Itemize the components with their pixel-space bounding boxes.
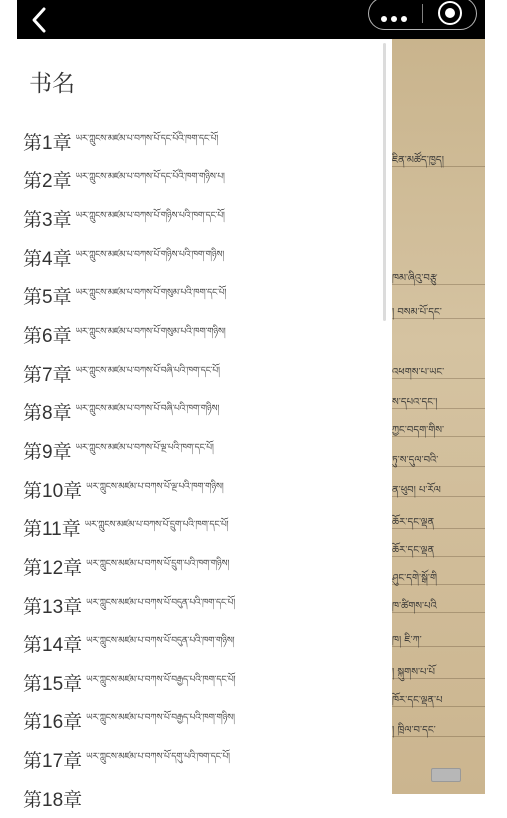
chapter-title: ཡར་ཀླུངས་མཛམ་པ་བཀས་པོ་དང་པོའི་ཁག་དང་པོ། bbox=[75, 133, 219, 144]
back-button[interactable] bbox=[29, 6, 55, 34]
chapter-title: ཡར་ཀླུངས་མཛམ་པ་བཀས་པོ་གཉིས་པའི་ཁག་གཉིས། bbox=[75, 249, 225, 260]
chevron-left-icon bbox=[29, 6, 49, 34]
chapter-title: ཡར་ཀླུངས་མཛམ་པ་བཀས་པོ་གསུམ་པའི་ཁག་དང་པོ། bbox=[75, 288, 227, 299]
chapter-number: 第12章 bbox=[23, 557, 83, 579]
chapter-item[interactable] bbox=[23, 586, 383, 625]
chapter-item[interactable] bbox=[23, 740, 383, 779]
background-text-line: ས་དཔའ་དང་། bbox=[392, 397, 438, 408]
chapter-number: 第17章 bbox=[23, 751, 83, 773]
chapter-item[interactable] bbox=[23, 779, 383, 818]
background-text-line: ཁོར་དང་ལྡན་པ bbox=[392, 695, 443, 706]
chapter-title: ཡར་ཀླུངས་མཛམ་པ་བཀས་པོ་བདུན་པའི་ཁག་གཉིས། bbox=[86, 636, 235, 647]
book-title: 书名 bbox=[29, 70, 75, 96]
background-rule bbox=[392, 466, 485, 467]
chapter-number: 第11章 bbox=[23, 519, 81, 541]
background-rule bbox=[392, 612, 485, 613]
chapter-item[interactable] bbox=[23, 199, 383, 238]
chapter-title: ཡར་ཀླུངས་མཛམ་པ་བཀས་པོ་དགུ་པའི་ཁག་དང་པོ། bbox=[86, 752, 230, 763]
chapter-item[interactable] bbox=[23, 431, 383, 470]
chapter-drawer bbox=[17, 39, 392, 811]
more-dot bbox=[391, 16, 397, 22]
background-text-line: ན་ཕུབ། པ་རོལ bbox=[392, 485, 441, 496]
chapter-item[interactable] bbox=[23, 315, 383, 354]
chapter-number: 第14章 bbox=[23, 635, 83, 657]
background-text-line: ཁ་ཚིགས་པའི bbox=[392, 601, 437, 612]
chapter-title: ཡར་ཀླུངས་མཛམ་པ་བཀས་པོ་བརྒྱད་པའི་ཁག་གཉིས། bbox=[86, 713, 235, 724]
chapter-number: 第8章 bbox=[23, 403, 72, 425]
chapter-item[interactable] bbox=[23, 392, 383, 431]
background-rule bbox=[392, 166, 485, 167]
mini-program-capsule bbox=[368, 0, 477, 30]
chapter-item[interactable] bbox=[23, 547, 383, 586]
more-dot bbox=[401, 16, 407, 22]
chapter-title: ཡར་ཀླུངས་མཛམ་པ་བཀས་པོ་ལྔ་པའི་ཁག་གཉིས། bbox=[86, 481, 224, 492]
chapter-title: ཡར་ཀླུངས་མཛམ་པ་བཀས་པོ་བཞི་པའི་ཁག་གཉིས། bbox=[75, 404, 220, 415]
chapter-item[interactable] bbox=[23, 702, 383, 741]
chapter-title: ཡར་ཀླུངས་མཛམ་པ་བཀས་པོ་དྲུག་པའི་ཁག་དང་པོ། bbox=[84, 520, 229, 531]
chapter-title: ཡར་ཀླུངས་མཛམ་པ་བཀས་པོ་བཞི་པའི་ཁག་དང་པོ། bbox=[75, 365, 220, 376]
close-target-button[interactable] bbox=[438, 1, 462, 25]
chapter-title: ཡར་ཀླུངས་མཛམ་པ་བཀས་པོ་ལྔ་པའི་ཁག་དང་པོ། bbox=[75, 442, 214, 453]
background-text-line: འཕགས་པ་ཡང་ bbox=[392, 367, 445, 378]
chapter-title: ཡར་ཀླུངས་མཛམ་པ་བཀས་པོ་བདུན་པའི་ཁག་དང་པོ། bbox=[86, 597, 236, 608]
chapter-item[interactable] bbox=[23, 624, 383, 663]
reader-background-page bbox=[392, 39, 485, 794]
page-handle[interactable] bbox=[431, 768, 461, 782]
background-rule bbox=[392, 496, 485, 497]
chapter-number: 第6章 bbox=[23, 326, 72, 348]
background-text-line: ཏུ་ས་དུལ་བའི་ bbox=[392, 455, 439, 466]
chapter-number: 第18章 bbox=[23, 789, 83, 811]
background-rule bbox=[392, 584, 485, 585]
background-text-line: ། བསམ་པོ་དང་ bbox=[392, 307, 442, 318]
capsule-divider bbox=[422, 4, 423, 23]
chapter-number: 第13章 bbox=[23, 596, 83, 618]
background-text-line: ། ཁྲིལ་བ་དང་ bbox=[392, 725, 436, 736]
more-dots-icon bbox=[381, 16, 387, 22]
chapter-number: 第3章 bbox=[23, 210, 72, 232]
chapter-title: ཡར་ཀླུངས་མཛམ་པ་བཀས་པོ་བརྒྱད་པའི་ཁག་དང་པོ། bbox=[86, 674, 236, 685]
background-text-line: ། སྐུགས་པ་པོ bbox=[392, 667, 435, 678]
chapter-item[interactable] bbox=[23, 354, 383, 393]
background-text-line: ཇིན་མཚོད་ཁྱད། bbox=[392, 155, 444, 166]
background-rule bbox=[392, 706, 485, 707]
background-rule bbox=[392, 528, 485, 529]
chapter-number: 第1章 bbox=[23, 132, 72, 154]
background-text-line: ཤུང་དགེ་སྒོ་གི bbox=[392, 573, 438, 584]
background-text-line: ཆོར་དང་ལྡན bbox=[392, 517, 435, 528]
chapter-item[interactable] bbox=[23, 508, 383, 547]
chapter-number: 第15章 bbox=[23, 673, 83, 695]
chapter-number: 第9章 bbox=[23, 441, 72, 463]
background-rule bbox=[392, 408, 485, 409]
chapter-number: 第4章 bbox=[23, 248, 72, 270]
background-rule bbox=[392, 736, 485, 737]
background-text-line: ཆོར་དང་ལྡན bbox=[392, 545, 435, 556]
background-rule bbox=[392, 646, 485, 647]
chapter-item[interactable] bbox=[23, 470, 383, 509]
background-text-line: ཀྱང་བདག་གིས་ bbox=[392, 425, 445, 436]
chapter-title: ཡར་ཀླུངས་མཛམ་པ་བཀས་པོ་གཉིས་པའི་ཁག་དང་པོ། bbox=[75, 211, 225, 222]
background-rule bbox=[392, 556, 485, 557]
chapter-title: ཡར་ཀླུངས་མཛམ་པ་བཀས་པོ་དང་པོའི་ཁག་གཉིས་པ། bbox=[75, 172, 225, 183]
background-rule bbox=[392, 678, 485, 679]
chapter-title: ཡར་ཀླུངས་མཛམ་པ་བཀས་པོ་གསུམ་པའི་ཁག་གཉིས། bbox=[75, 327, 226, 338]
chapter-number: 第7章 bbox=[23, 364, 72, 386]
title-bar bbox=[17, 0, 485, 39]
chapter-number: 第16章 bbox=[23, 712, 83, 734]
chapter-title: ཡར་ཀླུངས་མཛམ་པ་བཀས་པོ་དྲུག་པའི་ཁག་གཉིས། bbox=[86, 558, 230, 569]
chapter-number: 第2章 bbox=[23, 171, 72, 193]
background-rule bbox=[392, 318, 485, 319]
chapter-item[interactable] bbox=[23, 663, 383, 702]
chapter-item[interactable] bbox=[23, 122, 383, 161]
chapter-number: 第10章 bbox=[23, 480, 83, 502]
background-rule bbox=[392, 436, 485, 437]
chapter-item[interactable] bbox=[23, 161, 383, 200]
more-button[interactable] bbox=[381, 7, 411, 19]
chapter-item[interactable] bbox=[23, 277, 383, 316]
drawer-scrollbar[interactable] bbox=[383, 43, 386, 321]
background-rule bbox=[392, 378, 485, 379]
chapter-list bbox=[23, 122, 383, 818]
background-text-line: ཁ། ཇི་ཀ་ bbox=[392, 635, 422, 646]
chapter-item[interactable] bbox=[23, 238, 383, 277]
background-rule bbox=[392, 284, 485, 285]
chapter-number: 第5章 bbox=[23, 287, 72, 309]
background-text-line: ཁམ་ཞིའུ་བརྩུ bbox=[392, 273, 437, 284]
